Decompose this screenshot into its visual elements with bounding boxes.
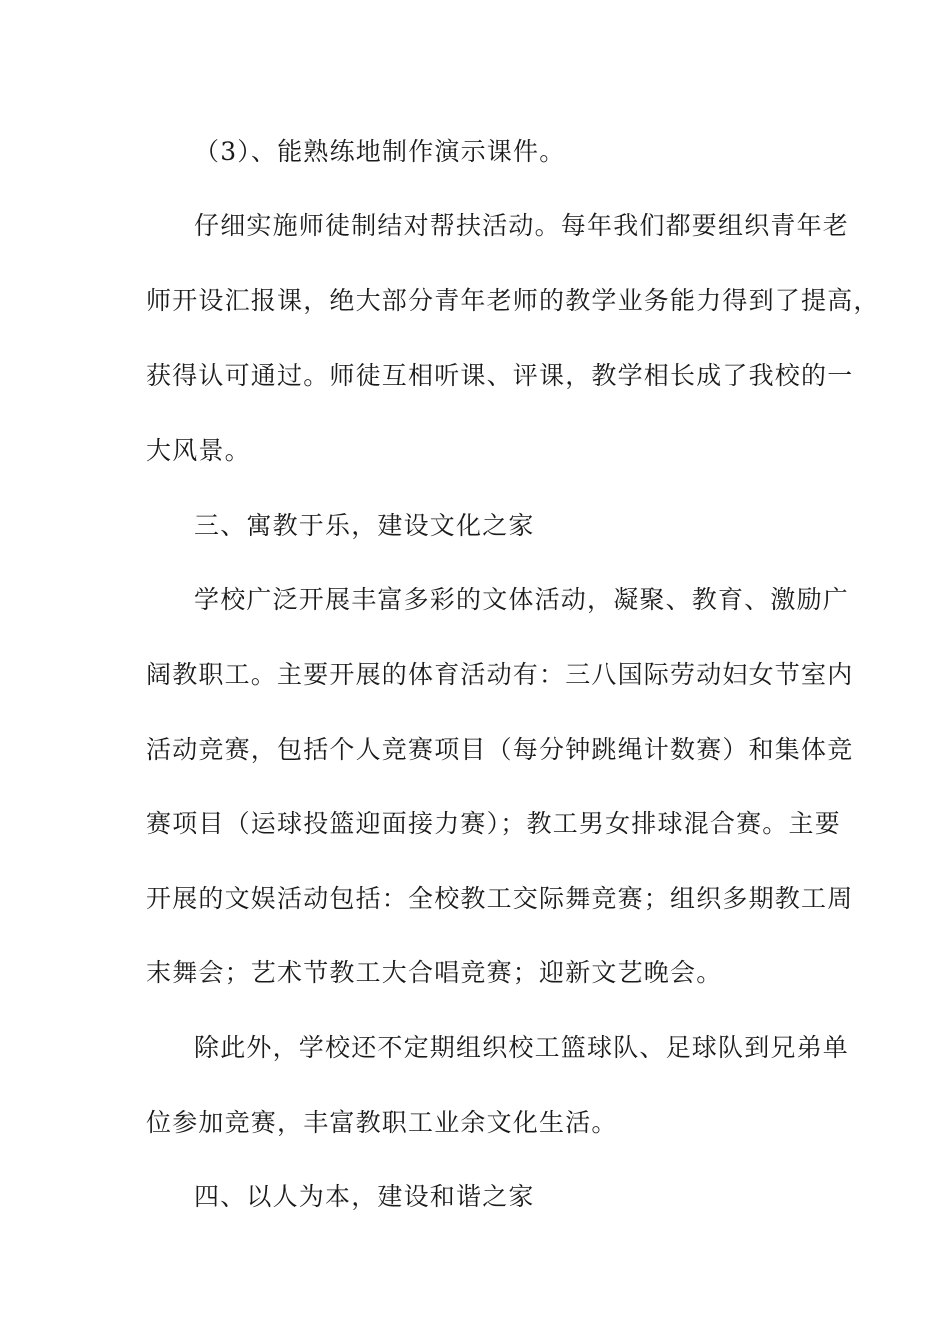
paragraph-line: 大风景。 [146,436,251,465]
paragraph-line: 学校广泛开展丰富多彩的文体活动，凝聚、教育、激励广 [194,585,850,614]
paragraph-line: 师开设汇报课，绝大部分青年老师的教学业务能力得到了提高， [146,286,880,315]
paragraph-line: 开展的文娱活动包括：全校教工交际舞竞赛；组织多期教工周 [146,884,854,913]
paragraph-line: 获得认可通过。师徒互相听课、评课，教学相长成了我校的一 [146,361,854,390]
paragraph-line: 阔教职工。主要开展的体育活动有：三八国际劳动妇女节室内 [146,660,854,689]
paragraph-line: 位参加竞赛，丰富教职工业余文化生活。 [146,1108,618,1137]
paragraph-line: 活动竞赛，包括个人竞赛项目（每分钟跳绳计数赛）和集体竞 [146,735,854,764]
section-heading-4: 四、以人为本，建设和谐之家 [194,1182,535,1211]
section-heading-3: 三、寓教于乐，建设文化之家 [194,511,535,540]
paragraph-line: 除此外，学校还不定期组织校工篮球队、足球队到兄弟单 [194,1033,850,1062]
paragraph-line: 仔细实施师徒制结对帮扶活动。每年我们都要组织青年老 [194,211,850,240]
paragraph-line: 赛项目（运球投篮迎面接力赛）；教工男女排球混合赛。主要 [146,809,841,838]
paragraph-line: 末舞会；艺术节教工大合唱竞赛；迎新文艺晚会。 [146,958,723,987]
list-item-3: （3）、能熟练地制作演示课件。 [194,137,566,166]
